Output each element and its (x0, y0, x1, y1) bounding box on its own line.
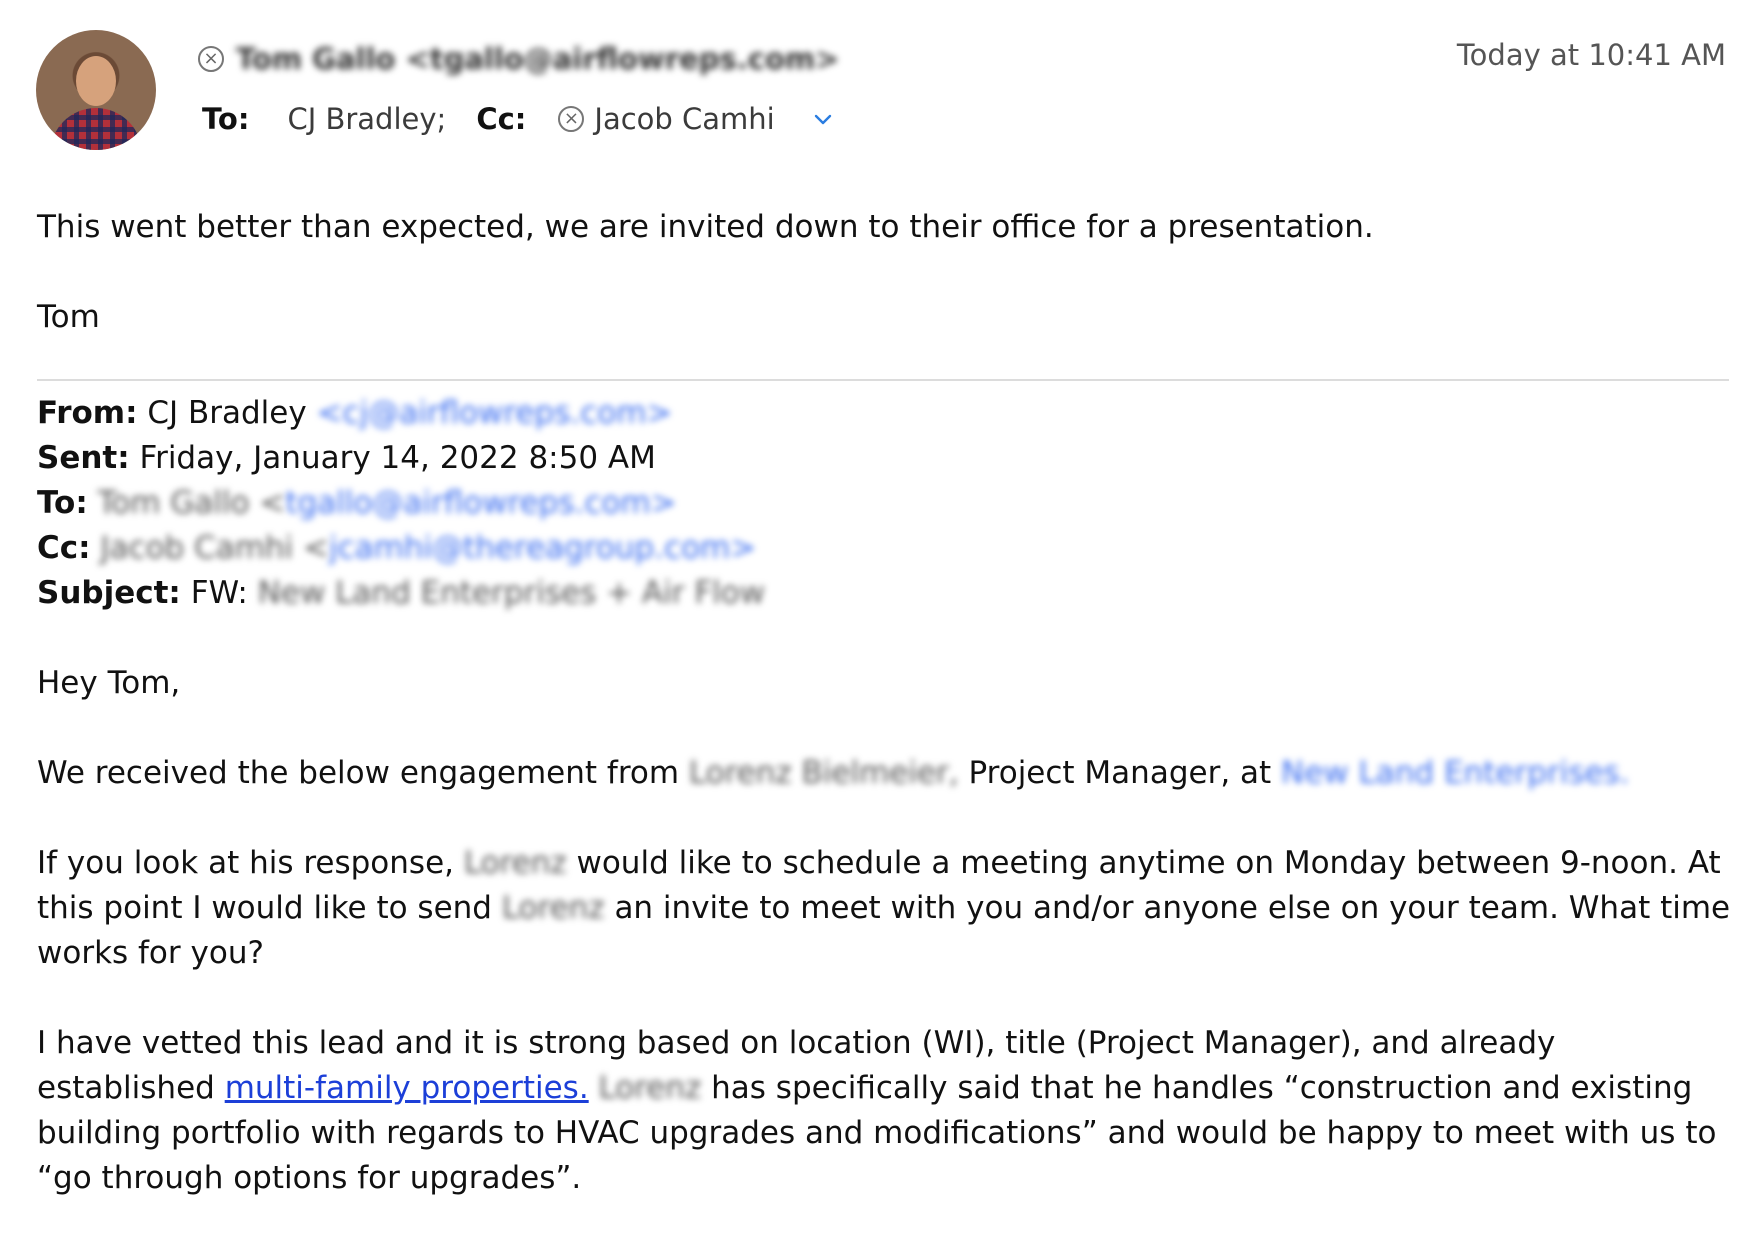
fwd-subject-label: Subject: (37, 575, 181, 611)
remove-circle-icon[interactable]: × (558, 106, 584, 132)
chevron-down-icon[interactable] (811, 107, 835, 131)
signature: Tom (37, 299, 100, 335)
multi-family-properties-link[interactable]: multi-family properties. (224, 1070, 589, 1106)
p2-name-1: Lorenz (463, 845, 567, 881)
message-line: This went better than expected, we are invited down to their office for a presentation. (37, 209, 1374, 245)
p1-text-a: We received the below engagement from (37, 755, 680, 791)
fwd-cc (37, 526, 1737, 571)
sender-avatar (36, 30, 156, 150)
fwd-from-label: From: (37, 395, 138, 431)
fwd-from-name: CJ Bradley (147, 395, 307, 431)
p3-text-b: has specifically said that he handles “construction and existing building portfolio with regards to HVAC upgrades and modifications” and would be happy to meet with us to “go through options for upgrades”. (37, 1070, 1717, 1196)
message-timestamp: Today at 10:41 AM (1456, 38, 1726, 72)
to-label: To: (202, 102, 250, 136)
fwd-subject (37, 571, 1737, 616)
paragraph-2 (37, 841, 1737, 976)
fwd-sent-label: Sent: (37, 440, 130, 476)
fwd-sent-value: Friday, January 14, 2022 8:50 AM (139, 440, 656, 476)
p3-text-a: I have vetted this lead and it is strong based on location (WI), title (Project Manager), and already established (37, 1025, 1556, 1106)
divider (37, 379, 1729, 381)
fwd-subject-prefix: FW: (190, 575, 248, 611)
p2-text-b: would like to schedule a meeting anytime on Monday between 9-noon. At this point I would like to send (37, 845, 1721, 926)
recipients-row (202, 102, 835, 136)
fwd-sent (37, 436, 1737, 481)
fwd-to-label: To: (37, 485, 88, 521)
fwd-subject-rest: New Land Enterprises + Air Flow (257, 575, 766, 611)
p2-name-2: Lorenz (501, 890, 605, 926)
fwd-cc-email[interactable]: jcamhi@thereagroup.com> (329, 530, 757, 566)
fwd-to-email[interactable]: tgallo@airflowreps.com> (285, 485, 677, 521)
sender-row[interactable] (198, 42, 839, 76)
cc-label: Cc: (476, 102, 527, 136)
p2-text-c: an invite to meet with you and/or anyone else on your team. What time works for you? (37, 890, 1731, 971)
p1-name: Lorenz Bielmeier, (688, 755, 959, 791)
sender-name[interactable]: Tom Gallo <tgallo@airflowreps.com> (236, 42, 840, 76)
fwd-cc-name: Jacob Camhi < (100, 530, 330, 566)
avatar-shirt (50, 108, 142, 150)
cc-recipient[interactable]: Jacob Camhi (594, 102, 775, 136)
remove-circle-icon[interactable]: × (198, 46, 224, 72)
avatar-face (76, 56, 116, 106)
to-recipient[interactable]: CJ Bradley; (287, 102, 447, 136)
fwd-from (37, 391, 1737, 436)
fwd-to-name: Tom Gallo < (97, 485, 286, 521)
paragraph-3 (37, 1021, 1737, 1201)
fwd-cc-label: Cc: (37, 530, 91, 566)
fwd-from-email[interactable]: <cj@airflowreps.com> (316, 395, 673, 431)
message-body (37, 205, 1737, 1201)
paragraph-1 (37, 751, 1737, 796)
p2-text-a: If you look at his response, (37, 845, 455, 881)
greeting: Hey Tom, (37, 665, 181, 701)
p3-name: Lorenz (598, 1070, 702, 1106)
fwd-to (37, 481, 1737, 526)
p1-company-link[interactable]: New Land Enterprises. (1281, 755, 1630, 791)
p1-text-b: Project Manager, at (968, 755, 1272, 791)
